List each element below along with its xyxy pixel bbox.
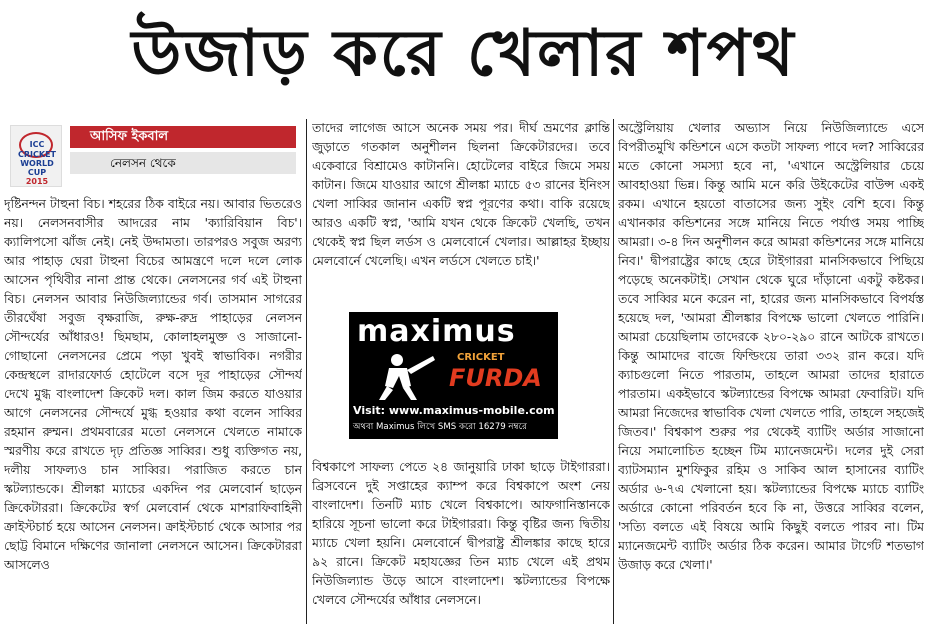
logo-text-4: CUP [27, 168, 47, 177]
logo-text-1: ICC [29, 140, 45, 149]
world-cup-logo [10, 125, 62, 187]
ad-brand: maximus [357, 314, 516, 349]
maximus-advertisement [349, 312, 558, 439]
headline: উজাড় করে খেলার শপথ [131, 17, 796, 91]
byline-block [4, 122, 302, 190]
column-2-top-text: তাদের লাগেজ আসে অনেক সময় পর। দীর্ঘ ভ্রমণের ক্লান্তি জুড়াতে গতকাল অনুশীলন ছিলনা ক্রিকেটারদের। তবে একেবারে বিশ্রামেও কাটাননি। হোটেলের বাইরে জিমে সময় কাটান। জিমে যাওয়ার আগে শ্রীলঙ্কা ম্যাচে ৫৩ রানের ইনিংস খেলা সাব্বির জানান একটি স্বপ্ন পূরণের কথা। বাকি রয়েছে আরও একটি স্বপ্ন, 'আমি যখন থেকে ক্রিকেট খেলছি, তখন থেকেই স্বপ্ন ছিল লর্ডস ও মেলবোর্নে খেলার। আল্লাহর ইচ্ছায় মেলবোর্নে খেলেছি। এখন লর্ডসে খেলতে চাই।' [312, 121, 610, 268]
ad-sms-line: অথবা Maximus লিখে SMS করো 16279 নম্বরে [353, 422, 527, 432]
article-column-3 [618, 119, 924, 627]
article-column-1 [4, 195, 302, 627]
article-column-2-bottom [312, 458, 610, 627]
ad-tag-top: CRICKET [457, 352, 505, 363]
author-name: আসিফ ইকবাল [70, 126, 296, 148]
logo-text-2: CRICKET [18, 150, 56, 159]
batsman-icon [359, 352, 439, 402]
column-divider-1 [306, 119, 307, 624]
logo-text-5: 2015 [25, 177, 49, 186]
dateline: নেলসন থেকে [70, 152, 296, 174]
logo-text-3: WORLD [20, 159, 54, 168]
column-1-text: দৃষ্টিনন্দন টাহুনা বিচ। শহরের ঠিক বাইরে নয়। আবার ভিতরেও নয়। নেলসনবাসীর আদরের নাম 'ক্যারিবিয়ান বিচ'। ক্যালিপসো ঝাঁজ নেই। নেই উদ্দামতা। তারপরও সবুজ অরণ্য আর পাহাড় ঘেরা টাহুনা বিচের আমন্ত্রণে দলে দলে লোক আসেন পৃথিবীর নানা প্রান্ত থেকে। নেলসনের গর্ব এই টাহুনা বিচ। নেলসন আবার নিউজিল্যান্ডের গর্ব। তাসমান সাগরের তীরঘেঁষা সবুজ বৃক্ষরাজি, রুক্ষ-রুদ্র পাহাড়ের নেলসন সৌন্দর্যের আঁধারও! ছিমছাম, কোলাহলমুক্ত ও সাজানো-গোছানো নেলসনের প্রেমে পড়া খুবই স্বাভাবিক। নগরীর কেন্দ্রস্থলে রাদারফোর্ড হোটেলে বসে দূর পাহাড়ের সৌন্দর্য দেখে মুগ্ধ বাংলাদেশ ক্রিকেট দল। কাল জিম করতে যাওয়ার আগে নেলসনের সৌন্দর্যে মুগ্ধ হওয়ার কথা বলেন সাব্বির রহমান রুম্মন। প্রথমবারের মতো নেলসনে খেলতে নামাকে স্মরণীয় করে রাখতে দৃঢ় প্রতিজ্ঞ সাব্বির। শুধু ব্যক্তিগত নয়, দলীয় সাফল্যও চান সাব্বির। পরাজিত করতে চান স্কটল্যান্ডকে। শ্রীলঙ্কা ম্যাচের একদিন পর মেলবোর্ন ছাড়েন ক্রিকেটাররা। ক্রিকেটের স্বর্গ মেলবোর্ন থেকে মাশরাফিবাহিনী ক্রাইস্টচার্চ হয়ে আসেন নেলসন। ক্রাইস্টচার্চ থেকে আসার পর ছোট্ট বিমানে দক্ষিণের জানালা নেলসনে আসেন। ক্রিকেটাররা আসলেও [4, 197, 302, 572]
article-column-2-top [312, 119, 610, 299]
ad-visit-url: Visit: www.maximus-mobile.com [353, 404, 555, 417]
column-3-text: অস্ট্রেলিয়ায় খেলার অভ্যাস নিয়ে নিউজিল্যান্ডে এসে বিপরীতমুখি কন্ডিশনে এসে কতটা সাফল্য পাবে দল? সাব্বিরের মতে কোনো সমস্যা হবে না, 'এখানে অস্ট্রেলিয়ার চেয়ে আবহাওয়া ভিন্ন। কিন্তু আমি মনে করি উইকেটের বাউন্স একই রকম। এখানে হয়তো বাতাসের জন্য সুইং বেশি হবে। কিন্তু এখানকার কন্ডিশনের সঙ্গে মানিয়ে নিতে পর্যাপ্ত সময় পাচ্ছি আমরা। ৩-৪ দিন অনুশীলন করে আমরা কন্ডিশনের সঙ্গে মানিয়ে নিব।' দ্বীপরাষ্ট্রের কাছে হেরে টাইগাররা মানসিকভাবে পিছিয়ে পড়েছে অনেকটাই। সেখান থেকে ঘুরে দাঁড়ানো একটু কষ্টকর। তবে সাব্বির মনে করেন না, হারের জন্য মানসিকভাবে বিপর্যস্ত হয়েছে দল, 'আমরা শ্রীলঙ্কার বিপক্ষে ভালো খেলতে পারিনি। আমরা চেয়েছিলাম তাদেরকে ২৮০-২৯০ রানে আটকে রাখতে। কিন্তু আমাদের বাজে ফিল্ডিংয়ে তারা ৩৩২ রান করে। যদি ক্যাচগুলো নিতে পারতাম, তাহলে আমরা তাদের হারাতে পারতাম। একইভাবে স্কটল্যান্ডের বিপক্ষে আমরা ফেবারিট। যদি আমরা নিজেদের স্বাভাবিক খেলা খেলতে পারি, তাহলে সহজেই জিতব।' বিশ্বকাপ শুরুর পর থেকেই ব্যাটিং অর্ডার সাজানো নিয়ে সমালোচিত হচ্ছেন টিম ম্যানেজমেন্ট। দলের দুই সেরা ব্যাটসম্যান মুশফিকুর রহিম ও সাকিব আল হাসানের ব্যাটিং অর্ডার ৬-৭এ খেলানো হয়। স্কটল্যান্ডের বিপক্ষে ম্যাচে ব্যাটিং অর্ডারে কোনো পরিবর্তন হবে কি না, উত্তরে সাব্বির বলেন, 'সত্যি বলতে এই বিষয়ে আমি কিছুই বলতে পারব না। টিম ম্যানেজমেন্ট ব্যাটিং অর্ডার ঠিক করেন। আমার টার্গেট শতভাগ উজাড় করে খেলা।' [618, 121, 924, 572]
column-2-bottom-text: বিশ্বকাপে সাফল্য পেতে ২৪ জানুয়ারি ঢাকা ছাড়ে টাইগাররা। ব্রিসবেনে দুই সপ্তাহের ক্যাম্প করে বিশ্বকাপে অংশ নেয় বাংলাদেশ। তিনটি ম্যাচ খেলে বিশ্বকাপে। আফগানিস্তানকে হারিয়ে সূচনা ভালো করে টাইগাররা। কিন্তু বৃষ্টির জন্য দ্বিতীয় ম্যাচে খেলা হয়নি। মেলবোর্নে দ্বীপরাষ্ট্র শ্রীলঙ্কার কাছে হারে ৯২ রানে। ক্রিকেট মহাযজ্ঞের তিন ম্যাচ খেলে এই প্রথম নিউজিল্যান্ড উড়ে আসে বাংলাদেশ। স্কটল্যান্ডের বিপক্ষে খেলবে সৌন্দর্যের আঁধার নেলসনে। [312, 460, 610, 607]
ad-tag-main: FURDA [449, 364, 542, 392]
column-divider-2 [613, 119, 614, 624]
